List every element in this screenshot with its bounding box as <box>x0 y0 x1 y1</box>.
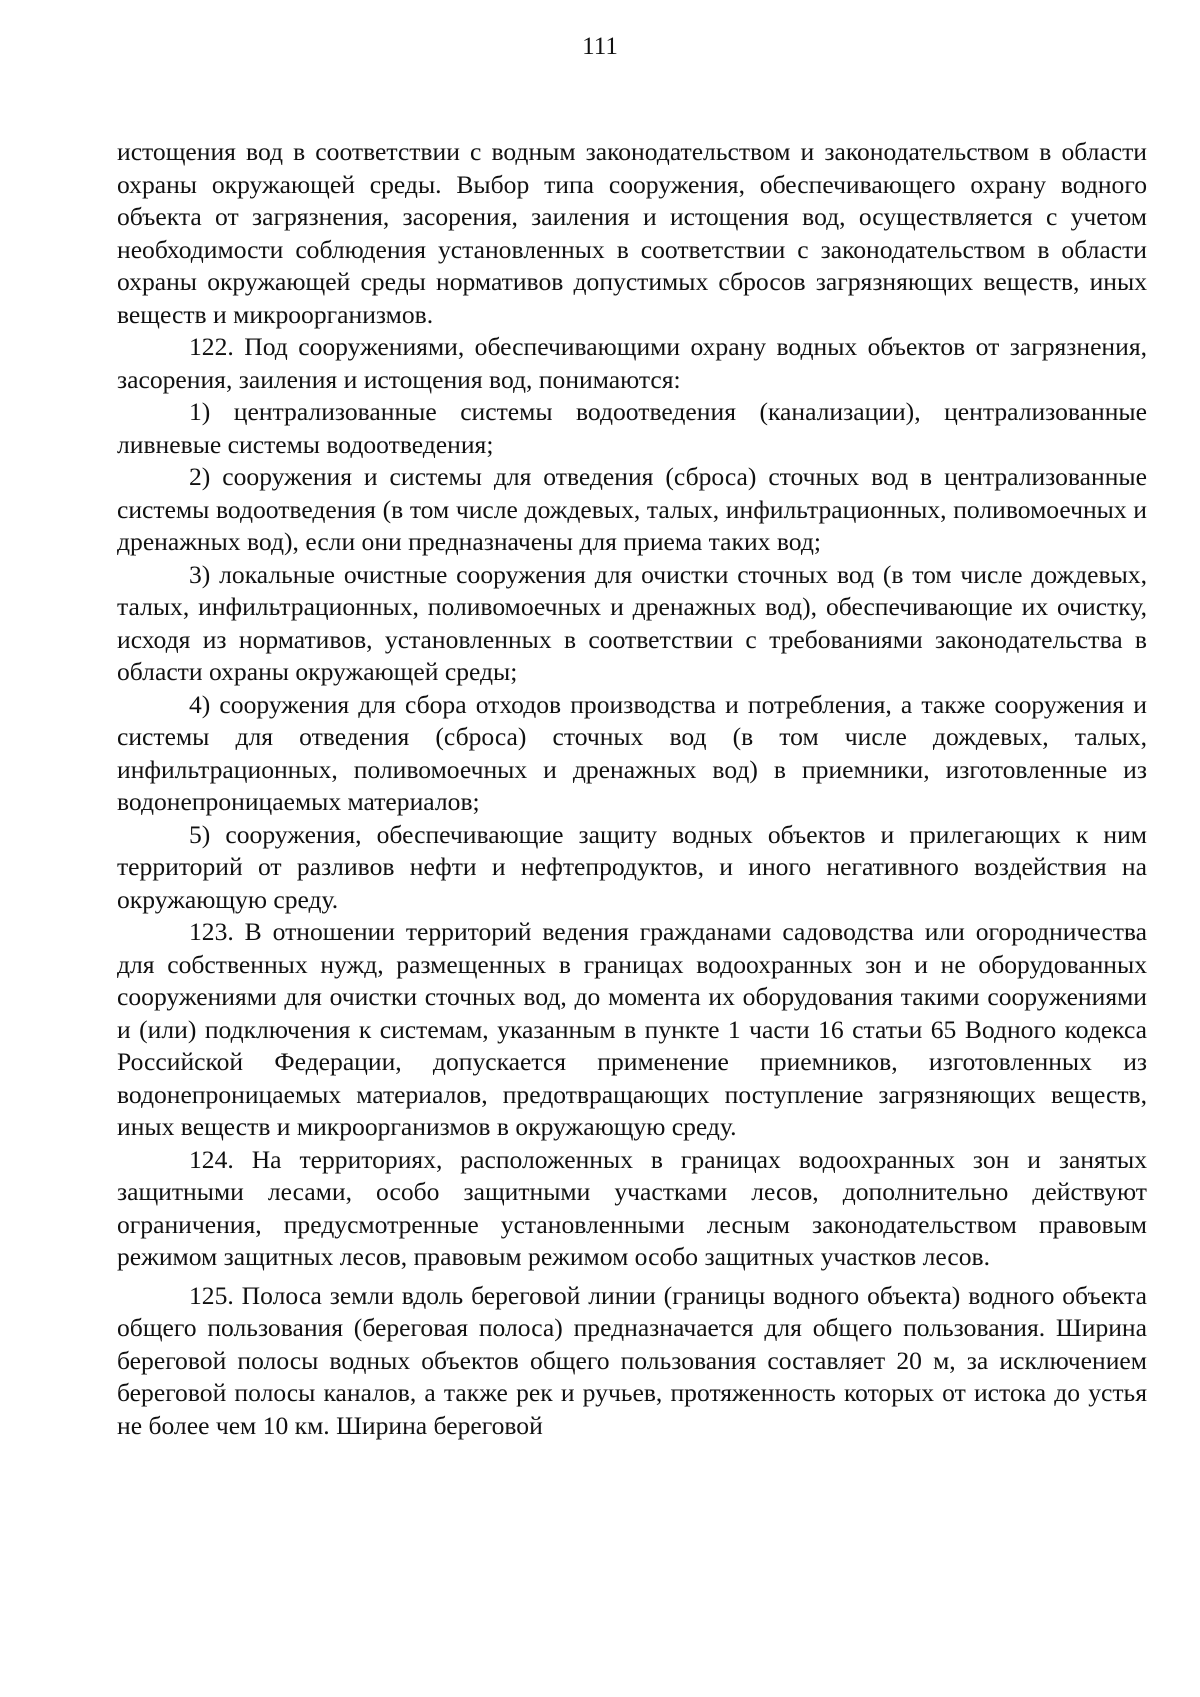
list-item-3: 3) локальные очистные сооружения для очистки сточных вод (в том числе дождевых, талых, инфильтрационных, поливомоечных и дренажных вод), обеспечивающие их очистку, исходя из нормативов, установленных в соответствии с требованиями законодательства в области охраны окружающей среды; <box>117 559 1147 686</box>
list-item-1: 1) централизованные системы водоотведения (канализации), централизованные ливневые системы водоотведения; <box>117 397 1147 459</box>
list-item-4: 4) сооружения для сбора отходов производства и потребления, а также сооружения и системы для отведения (сброса) сточных вод (в том числе дождевых, талых, инфильтрационных, поливомоечных и дренажных вод) в приемники, изготовленные из водонепроницаемых материалов; <box>117 689 1147 816</box>
page-number: 111 <box>582 33 618 60</box>
list-item-2: 2) сооружения и системы для отведения (сброса) сточных вод в централизованные системы водоотведения (в том числе дождевых, талых, инфильтрационных, поливомоечных и дренажных вод), если они предназначены для приема таких вод; <box>117 462 1147 556</box>
paragraph-123: 123. В отношении территорий ведения гражданами садоводства или огородничества для собственных нужд, размещенных в границах водоохранных зон и не оборудованных сооружениями для очистки сточных вод, до момента их оборудования такими сооружениями и (или) подключения к системам, указанным в пункте 1 части 16 статьи 65 Водного кодекса Российской Федерации, допускается применение приемников, изготовленных из водонепроницаемых материалов, предотвращающих поступление загрязняющих веществ, иных веществ и микроорганизмов в окружающую среду. <box>117 917 1147 1141</box>
paragraph-125: 125. Полоса земли вдоль береговой линии (границы водного объекта) водного объекта общего пользования (береговая полоса) предназначается для общего пользования. Ширина береговой полосы водных объектов общего пользования составляет 20 м, за исключением береговой полосы каналов, а также рек и ручьев, протяженность которых от истока до устья не более чем 10 км. Ширина береговой <box>117 1280 1147 1440</box>
paragraph-intro: истощения вод в соответствии с водным законодательством и законодательством в области охраны окружающей среды. Выбор типа сооружения, обеспечивающего охрану водного объекта от загрязнения, засорения, заиления и истощения вод, осуществляется с учетом необходимости соблюдения установленных в соответствии с законодательством в области охраны окружающей среды нормативов допустимых сбросов загрязняющих веществ, иных веществ и микроорганизмов. <box>117 137 1147 329</box>
list-item-5: 5) сооружения, обеспечивающие защиту водных объектов и прилегающих к ним территорий от разливов нефти и нефтепродуктов, и иного негативного воздействия на окружающую среду. <box>117 819 1147 914</box>
paragraph-124: 124. На территориях, расположенных в границах водоохранных зон и занятых защитными лесами, особо защитными участками лесов, дополнительно действуют ограничения, предусмотренные установленными лесным законодательством правовым режимом защитных лесов, правовым режимом особо защитных участков лесов. <box>117 1144 1147 1271</box>
paragraph-122: 122. Под сооружениями, обеспечивающими охрану водных объектов от загрязнения, засорения, заиления и истощения вод, понимаются: <box>117 332 1147 394</box>
document-body <box>117 136 1147 1442</box>
